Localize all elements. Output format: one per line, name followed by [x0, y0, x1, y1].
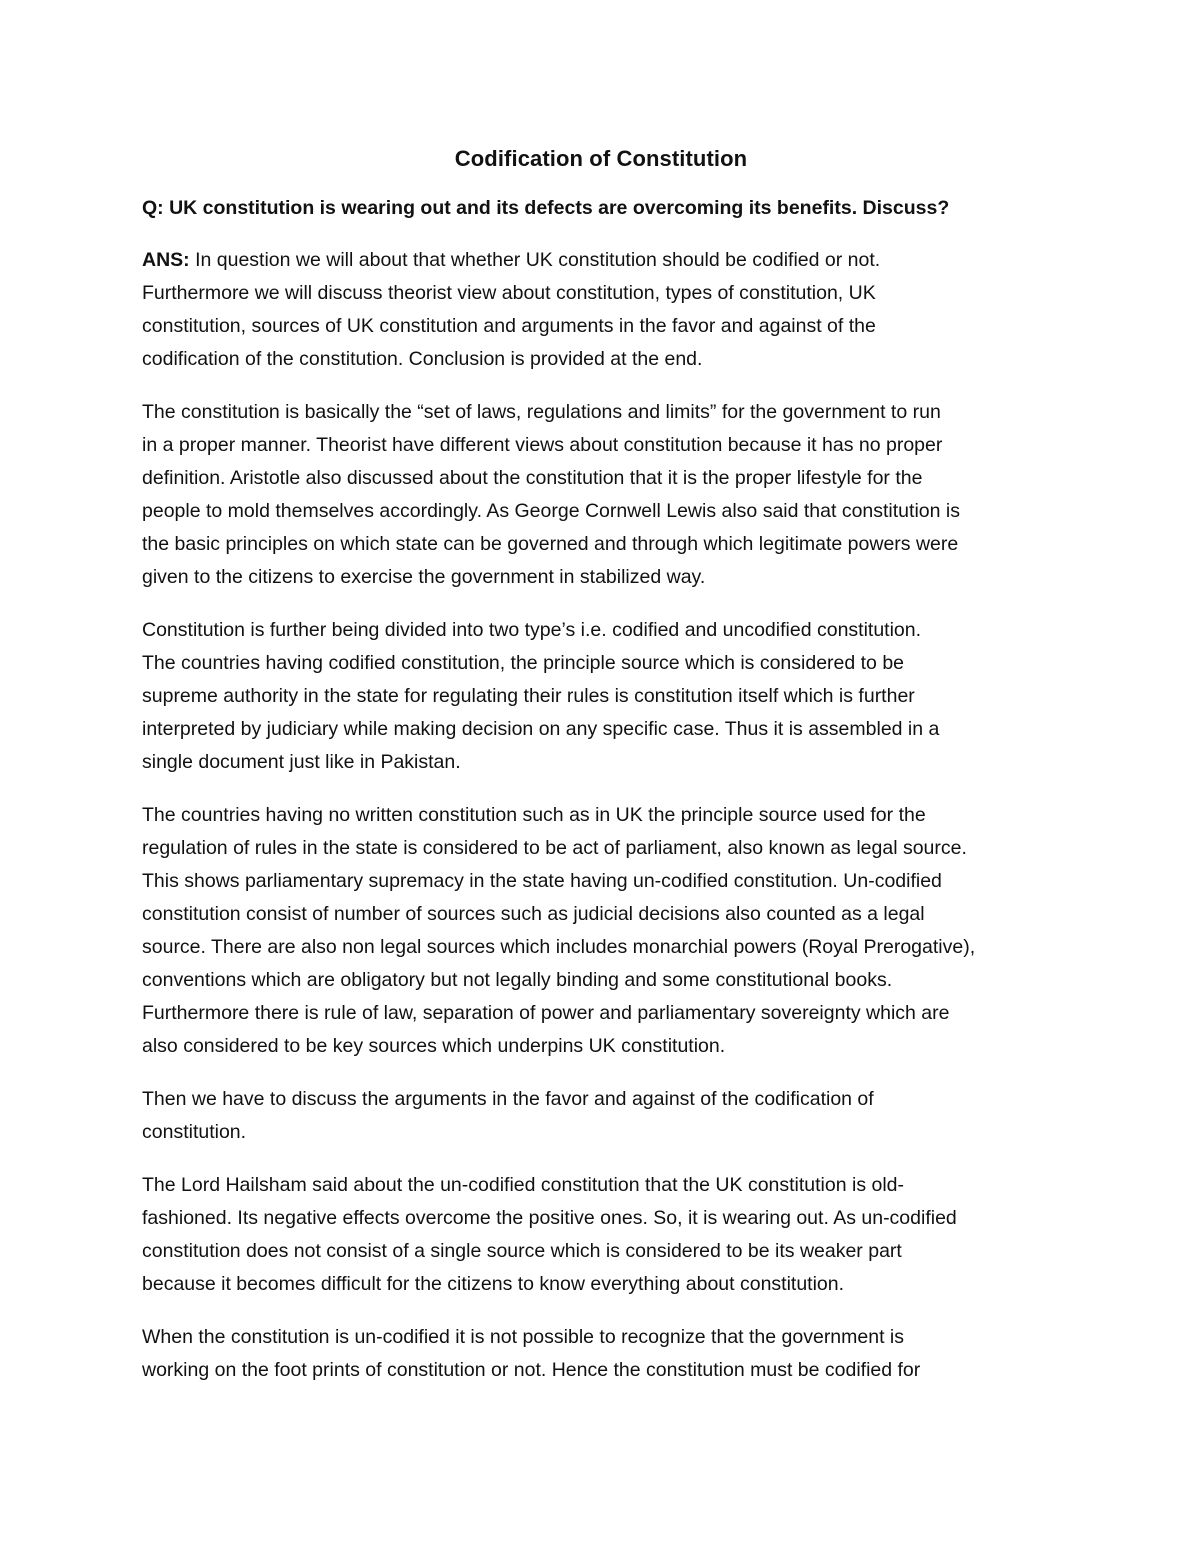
paragraph-line: The countries having codified constitution, the principle source which is considered to be: [142, 652, 905, 674]
question-heading: Q: UK constitution is wearing out and its defects are overcoming its benefits. Discuss?: [142, 197, 950, 219]
paragraph-line: constitution consist of number of sources such as judicial decisions also counted as a legal: [142, 903, 925, 925]
paragraph-line: given to the citizens to exercise the government in stabilized way.: [142, 566, 706, 588]
paragraph-line: working on the foot prints of constitution or not. Hence the constitution must be codified for: [142, 1359, 921, 1381]
paragraph-line: people to mold themselves accordingly. As George Cornwell Lewis also said that constitution is: [142, 500, 960, 522]
paragraph-lord-hailsham: [142, 1169, 1060, 1301]
paragraph-line: constitution, sources of UK constitution and arguments in the favor and against of the: [142, 315, 876, 337]
paragraph-types: [142, 614, 1060, 779]
paragraph-line: The Lord Hailsham said about the un-codified constitution that the UK constitution is old-: [142, 1174, 905, 1196]
paragraph-codification-need: [142, 1321, 1060, 1387]
paragraph-line: Then we have to discuss the arguments in the favor and against of the codification of: [142, 1088, 874, 1110]
document-title: Codification of Constitution: [454, 146, 748, 171]
paragraph-line: definition. Aristotle also discussed about the constitution that it is the proper lifestyle for the: [142, 467, 923, 489]
paragraph-line: constitution does not consist of a single source which is considered to be its weaker part: [142, 1240, 902, 1262]
paragraph-line: fashioned. Its negative effects overcome the positive ones. So, it is wearing out. As un-codified: [142, 1207, 957, 1229]
paragraph-line: [142, 244, 1060, 277]
paragraph-line: conventions which are obligatory but not legally binding and some constitutional books.: [142, 969, 893, 991]
paragraph-line: in a proper manner. Theorist have different views about constitution because it has no proper: [142, 434, 943, 456]
paragraph-line: When the constitution is un-codified it is not possible to recognize that the government is: [142, 1326, 905, 1348]
paragraph-line: constitution.: [142, 1121, 247, 1143]
paragraph-line: supreme authority in the state for regulating their rules is constitution itself which is further: [142, 685, 915, 707]
paragraph-uncodified-sources: [142, 799, 1060, 1063]
paragraph-line: interpreted by judiciary while making decision on any specific case. Thus it is assembled in a: [142, 718, 940, 740]
paragraph-line: codification of the constitution. Conclusion is provided at the end.: [142, 348, 703, 370]
paragraph-line: The constitution is basically the “set of laws, regulations and limits” for the government to run: [142, 401, 941, 423]
paragraph-line: single document just like in Pakistan.: [142, 751, 461, 773]
paragraph-line: Furthermore there is rule of law, separation of power and parliamentary sovereignty which are: [142, 1002, 950, 1024]
paragraph-line: This shows parliamentary supremacy in the state having un-codified constitution. Un-codified: [142, 870, 942, 892]
paragraph-arguments-intro: [142, 1083, 1060, 1149]
paragraph-line: regulation of rules in the state is considered to be act of parliament, also known as legal source.: [142, 837, 967, 859]
paragraph-definition: [142, 396, 1060, 594]
paragraph-line: source. There are also non legal sources which includes monarchial powers (Royal Prerogative),: [142, 936, 976, 958]
paragraph-line: The countries having no written constitution such as in UK the principle source used for the: [142, 804, 926, 826]
document-body: [142, 140, 1060, 1407]
paragraph-line: the basic principles on which state can be governed and through which legitimate powers were: [142, 533, 959, 555]
paragraph-line: Constitution is further being divided into two type’s i.e. codified and uncodified constitution.: [142, 619, 922, 641]
paragraph-line: also considered to be key sources which underpins UK constitution.: [142, 1035, 726, 1057]
paragraph-line: Furthermore we will discuss theorist view about constitution, types of constitution, UK: [142, 282, 876, 304]
paragraph-intro: [142, 244, 1060, 376]
paragraph-line: because it becomes difficult for the citizens to know everything about constitution.: [142, 1273, 845, 1295]
paragraph-line-text: In question we will about that whether UK constitution should be codified or not.: [189, 249, 881, 271]
answer-label: ANS:: [142, 249, 190, 271]
